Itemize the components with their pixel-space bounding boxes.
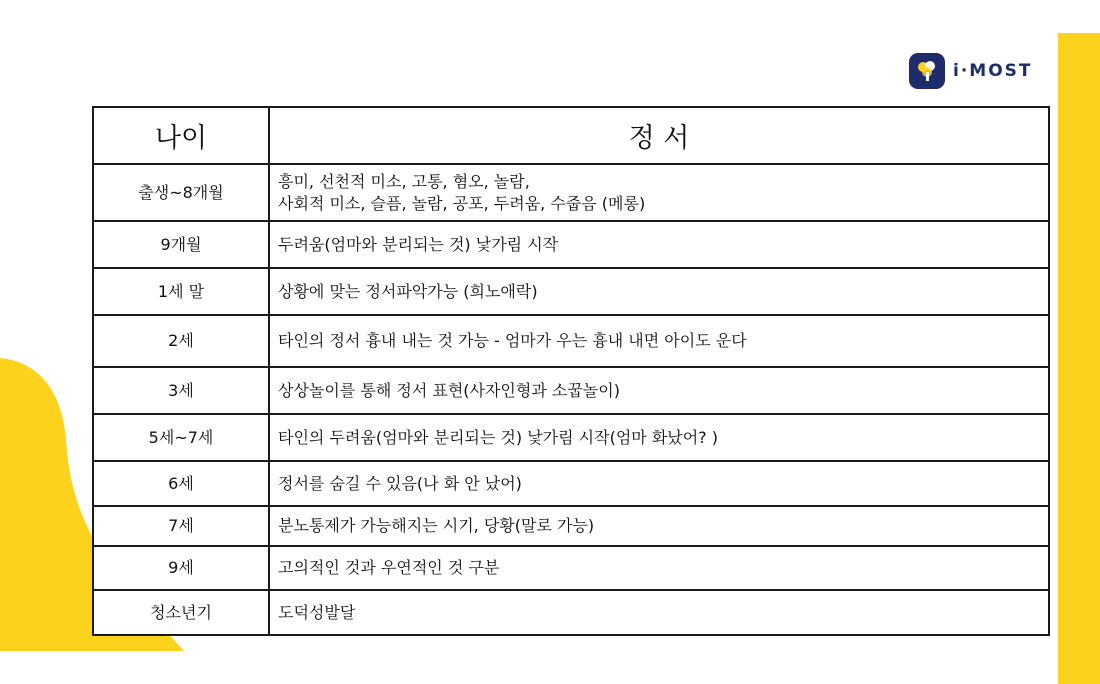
tree-icon bbox=[909, 53, 945, 89]
emotion-cell: 고의적인 것과 우연적인 것 구분 bbox=[269, 546, 1049, 590]
age-cell: 2세 bbox=[93, 315, 269, 367]
table-row bbox=[93, 367, 1049, 414]
emotion-cell: 도덕성발달 bbox=[269, 590, 1049, 635]
emotion-text: 사회적 미소, 슬픔, 놀람, 공포, 두려움, 수줍음 (메롱) bbox=[278, 193, 646, 213]
table-row bbox=[93, 461, 1049, 506]
age-cell: 6세 bbox=[93, 461, 269, 506]
emotion-cell: 상상놀이를 통해 정서 표현(사자인형과 소꿉놀이) bbox=[269, 367, 1049, 414]
age-cell: 5세~7세 bbox=[93, 414, 269, 461]
emotion-text: 흥미, 선천적 미소, 고통, 혐오, 놀람, bbox=[278, 171, 530, 191]
emotion-cell: 타인의 정서 흉내 내는 것 가능 - 엄마가 우는 흉내 내면 아이도 운다 bbox=[269, 315, 1049, 367]
table-row bbox=[93, 268, 1049, 315]
table-header-row bbox=[93, 107, 1049, 164]
age-cell: 9개월 bbox=[93, 221, 269, 268]
header-age: 나이 bbox=[93, 107, 269, 164]
emotion-cell bbox=[269, 164, 1049, 221]
table-row bbox=[93, 414, 1049, 461]
emotion-cell: 두려움(엄마와 분리되는 것) 낯가림 시작 bbox=[269, 221, 1049, 268]
header-emotion: 정 서 bbox=[269, 107, 1049, 164]
brand-logo bbox=[909, 53, 1033, 89]
table-row bbox=[93, 590, 1049, 635]
table-row bbox=[93, 315, 1049, 367]
age-cell: 출생~8개월 bbox=[93, 164, 269, 221]
emotion-cell: 정서를 숨길 수 있음(나 화 안 났어) bbox=[269, 461, 1049, 506]
emotion-cell: 분노통제가 가능해지는 시기, 당황(말로 가능) bbox=[269, 506, 1049, 546]
age-cell: 1세 말 bbox=[93, 268, 269, 315]
age-cell: 7세 bbox=[93, 506, 269, 546]
decorative-yellow-bar bbox=[1058, 33, 1100, 684]
bottom-white-band bbox=[0, 651, 1058, 684]
emotion-cell: 상황에 맞는 정서파악가능 (희노애락) bbox=[269, 268, 1049, 315]
age-cell: 9세 bbox=[93, 546, 269, 590]
table-row bbox=[93, 164, 1049, 221]
table-row bbox=[93, 221, 1049, 268]
age-cell: 청소년기 bbox=[93, 590, 269, 635]
table-row bbox=[93, 546, 1049, 590]
brand-name: i·MOST bbox=[953, 61, 1033, 81]
emotion-development-table bbox=[92, 106, 1050, 636]
emotion-cell: 타인의 두려움(엄마와 분리되는 것) 낯가림 시작(엄마 화났어? ) bbox=[269, 414, 1049, 461]
age-cell: 3세 bbox=[93, 367, 269, 414]
table-row bbox=[93, 506, 1049, 546]
